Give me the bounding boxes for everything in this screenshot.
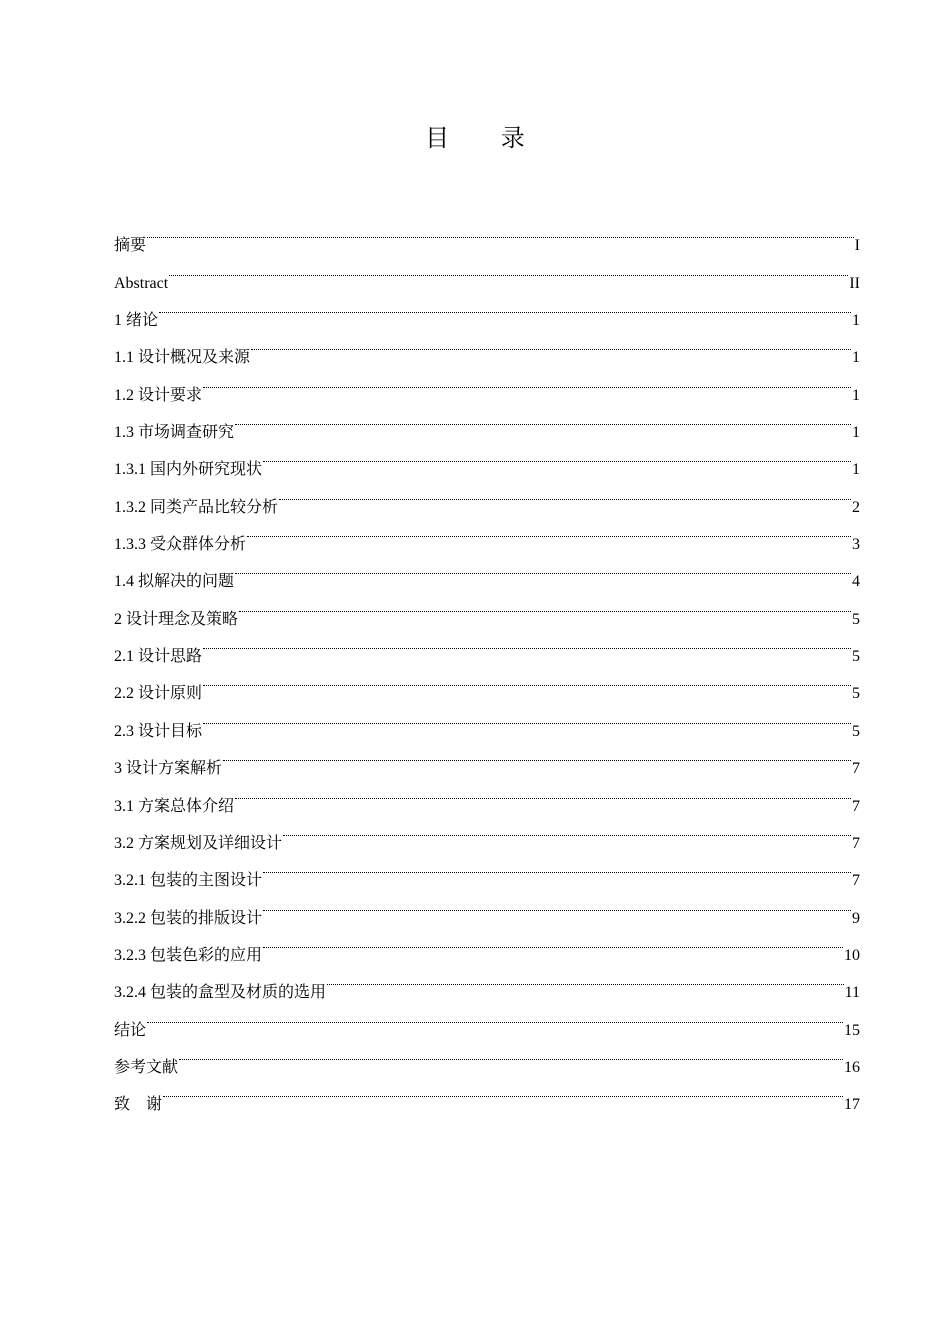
toc-dot-leader — [147, 997, 843, 1034]
toc-dot-leader — [223, 736, 851, 773]
toc-dot-leader — [283, 811, 851, 848]
toc-entry-page-number: 1 — [852, 461, 860, 479]
toc-entry-label: 3.2 方案规划及详细设计 — [114, 834, 283, 852]
toc-dot-leader — [247, 512, 851, 549]
toc-entry-page-number: 1 — [852, 424, 860, 442]
toc-entry[interactable] — [114, 624, 860, 666]
toc-entry-label: 结论 — [114, 1021, 147, 1039]
toc-dot-leader — [163, 1072, 843, 1109]
toc-entry-page-number: 9 — [852, 909, 860, 927]
toc-dot-leader — [203, 698, 851, 735]
toc-entry-label: 2.1 设计思路 — [114, 648, 203, 666]
page-title: 目 录 — [425, 124, 547, 152]
toc-dot-leader — [263, 848, 851, 885]
toc-dot-leader — [203, 362, 851, 399]
toc-entry[interactable] — [114, 362, 860, 404]
toc-entry-page-number: 7 — [852, 797, 860, 815]
toc-entry-label: 1.3.2 同类产品比较分析 — [114, 498, 279, 516]
toc-dot-leader — [263, 885, 851, 922]
toc-dot-leader — [279, 474, 851, 511]
toc-entry-label: 摘要 — [114, 237, 147, 255]
toc-entry[interactable] — [114, 400, 860, 442]
toc-entry-page-number: 2 — [852, 498, 860, 516]
toc-entry-label: 3 设计方案解析 — [114, 760, 223, 778]
toc-entry[interactable] — [114, 997, 860, 1039]
toc-entry-page-number: 5 — [852, 685, 860, 703]
toc-entry-page-number: 1 — [852, 312, 860, 330]
toc-dot-leader — [203, 624, 851, 661]
toc-entry-page-number: 5 — [852, 722, 860, 740]
toc-dot-leader — [251, 325, 851, 362]
toc-entry-page-number: 16 — [844, 1058, 860, 1076]
toc-entry-page-number: 1 — [852, 349, 860, 367]
toc-entry[interactable] — [114, 213, 860, 255]
toc-entry[interactable] — [114, 736, 860, 778]
toc-dot-leader — [239, 586, 851, 623]
toc-entry[interactable] — [114, 661, 860, 703]
toc-entry-page-number: II — [849, 274, 860, 292]
toc-entry-page-number: 5 — [852, 648, 860, 666]
toc-entry-label: 3.2.4 包装的盒型及材质的选用 — [114, 984, 327, 1002]
toc-entry-label: 1.2 设计要求 — [114, 386, 203, 404]
toc-entry-page-number: 15 — [844, 1021, 860, 1039]
toc-entry[interactable] — [114, 250, 860, 292]
toc-entry-label: 2.3 设计目标 — [114, 722, 203, 740]
toc-entry-label: Abstract — [114, 274, 169, 292]
toc-entry-page-number: 4 — [852, 573, 860, 591]
toc-entry[interactable] — [114, 1035, 860, 1076]
toc-entry-page-number: 11 — [844, 984, 860, 1002]
toc-dot-leader — [147, 213, 854, 250]
toc-entry-page-number: 17 — [844, 1096, 860, 1114]
toc-entry-label: 1.3.1 国内外研究现状 — [114, 461, 263, 479]
toc-entry-page-number: 7 — [852, 834, 860, 852]
toc-entry-label: 1.3 市场调查研究 — [114, 424, 235, 442]
toc-entry-page-number: I — [854, 237, 860, 255]
toc-entry-label: 3.1 方案总体介绍 — [114, 797, 235, 815]
toc-entry-page-number: 1 — [852, 386, 860, 404]
toc-entry[interactable] — [114, 698, 860, 740]
toc-dot-leader — [263, 923, 843, 960]
toc-entry[interactable] — [114, 325, 860, 367]
toc-entry-label: 1.4 拟解决的问题 — [114, 573, 235, 591]
toc-dot-leader — [235, 773, 851, 810]
toc-entry-page-number: 7 — [852, 872, 860, 890]
toc-dot-leader — [203, 661, 851, 698]
toc-entry[interactable] — [114, 1072, 860, 1114]
toc-entry[interactable] — [114, 288, 860, 330]
toc-entry-page-number: 3 — [852, 536, 860, 554]
toc-dot-leader — [179, 1035, 843, 1072]
toc-entry-label: 3.2.3 包装色彩的应用 — [114, 946, 263, 964]
toc-entry-page-number: 5 — [852, 610, 860, 628]
toc-entry-label: 致 谢 — [114, 1096, 163, 1114]
toc-entry-label: 1 绪论 — [114, 312, 159, 330]
toc-dot-leader — [159, 288, 851, 325]
toc-dot-leader — [263, 437, 851, 474]
toc-entry-page-number: 7 — [852, 760, 860, 778]
toc-entry-label: 1.1 设计概况及来源 — [114, 349, 251, 367]
toc-dot-leader — [327, 960, 844, 997]
toc-dot-leader — [235, 549, 851, 586]
toc-entry-label: 3.2.2 包装的排版设计 — [114, 909, 263, 927]
toc-entry-label: 3.2.1 包装的主图设计 — [114, 872, 263, 890]
table-of-contents — [114, 213, 860, 1114]
toc-dot-leader — [235, 400, 851, 437]
toc-entry-label: 1.3.3 受众群体分析 — [114, 536, 247, 554]
toc-dot-leader — [169, 250, 848, 287]
toc-entry-label: 2.2 设计原则 — [114, 685, 203, 703]
toc-entry[interactable] — [114, 773, 860, 815]
toc-entry-page-number: 10 — [844, 946, 860, 964]
toc-entry-label: 2 设计理念及策略 — [114, 610, 239, 628]
toc-entry-label: 参考文献 — [114, 1058, 179, 1076]
